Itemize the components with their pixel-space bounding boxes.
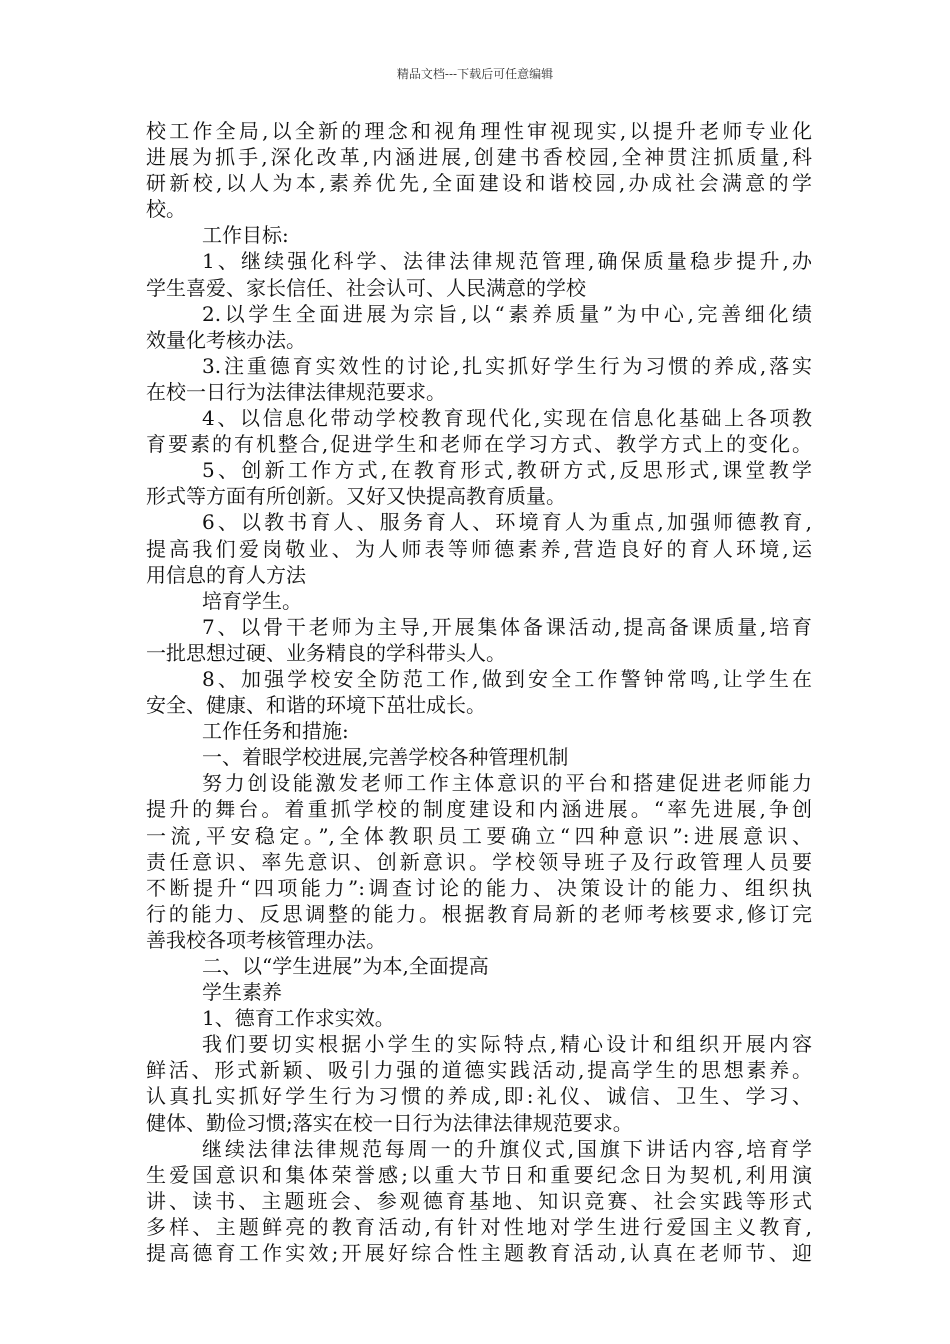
text-line: 形式等方面有所创新。又好又快提高教育质量。 [146,484,566,509]
section-heading: 工作目标: [202,223,289,248]
text-line: 不断提升“四项能力”:调查讨论的能力、决策设计的能力、组织执 [146,875,812,900]
text-line: 效量化考核办法。 [146,327,306,352]
text-line: 用信息的育人方法 [146,562,306,587]
text-line: 3.注重德育实效性的讨论,扎实抓好学生行为习惯的养成,落实 [202,353,812,378]
text-line: 提升的舞台。着重抓学校的制度建设和内涵进展。“率先进展,争创 [146,797,812,822]
text-line: 生爱国意识和集体荣誉感;以重大节日和重要纪念日为契机,利用演 [146,1162,812,1187]
text-line: 6、以教书育人、服务育人、环境育人为重点,加强师德教育, [202,510,812,535]
text-line: 7、以骨干老师为主导,开展集体备课活动,提高备课质量,培育 [202,614,812,639]
text-line: 提高德育工作实效;开展好综合性主题教育活动,认真在老师节、迎 [146,1241,812,1266]
page-header: 精品文档---下载后可任意编辑 [396,67,554,81]
text-line: 1、继续强化科学、法律法律规范管理,确保质量稳步提升,办 [202,249,812,274]
subsection-heading: 1、德育工作求实效。 [202,1006,395,1031]
text-line: 健体、勤俭习惯;落实在校一日行为法律法律规范要求。 [146,1110,633,1135]
text-line: 研新校,以人为本,素养优先,全面建设和谐校园,办成社会满意的学 [146,171,812,196]
section-heading: 工作任务和措施: [202,719,349,744]
text-line: 一流,平安稳定。”,全体教职员工要确立“四种意识”:进展意识、 [146,823,812,848]
text-line: 校。 [146,197,186,222]
text-line: 进展为抓手,深化改革,内涵进展,创建书香校园,全神贯注抓质量,科 [146,145,812,170]
text-line: 认真扎实抓好学生行为习惯的养成,即:礼仪、诚信、卫生、学习、 [146,1084,812,1109]
text-line: 安全、健康、和谐的环境下茁壮成长。 [146,693,486,718]
section-heading: 二、以“学生进展”为本,全面提高 [202,954,489,978]
text-line: 行的能力、反思调整的能力。根据教育局新的老师考核要求,修订完 [146,901,812,926]
text-line: 学生喜爱、家长信任、社会认可、人民满意的学校 [146,275,586,300]
text-line: 多样、主题鲜亮的教育活动,有针对性地对学生进行爱国主义教育, [146,1214,812,1239]
text-line: 鲜活、形式新颖、吸引力强的道德实践活动,提高学生的思想素养。 [146,1058,812,1083]
text-line: 8、加强学校安全防范工作,做到安全工作警钟常鸣,让学生在 [202,666,812,691]
text-line: 4、以信息化带动学校教育现代化,实现在信息化基础上各项教 [202,406,812,431]
text-line: 提高我们爱岗敬业、为人师表等师德素养,营造良好的育人环境,运 [146,536,812,561]
text-line: 校工作全局,以全新的理念和视角理性审视现实,以提升老师专业化 [146,119,812,143]
text-line: 我们要切实根据小学生的实际特点,精心设计和组织开展内容 [202,1032,812,1057]
text-line: 继续法律法律规范每周一的升旗仪式,国旗下讲话内容,培育学 [202,1136,812,1161]
section-heading: 学生素养 [202,980,282,1005]
section-heading: 一、着眼学校进展,完善学校各种管理机制 [202,745,569,770]
text-line: 努力创设能激发老师工作主体意识的平台和搭建促进老师能力 [202,771,812,796]
text-line: 讲、读书、主题班会、参观德育基地、知识竞赛、社会实践等形式 [146,1188,812,1213]
text-line: 责任意识、率先意识、创新意识。学校领导班子及行政管理人员要 [146,849,812,874]
text-line: 一批思想过硬、业务精良的学科带头人。 [146,640,506,665]
text-line: 育要素的有机整合,促进学生和老师在学习方式、教学方式上的变化。 [146,432,812,457]
text-line: 善我校各项考核管理办法。 [146,927,386,952]
text-line: 2.以学生全面进展为宗旨,以“素养质量”为中心,完善细化绩 [202,301,812,326]
text-line: 5、创新工作方式,在教育形式,教研方式,反思形式,课堂教学 [202,458,812,483]
text-line: 培育学生。 [202,588,302,613]
text-line: 在校一日行为法律法律规范要求。 [146,379,446,404]
document-body [146,118,812,1266]
